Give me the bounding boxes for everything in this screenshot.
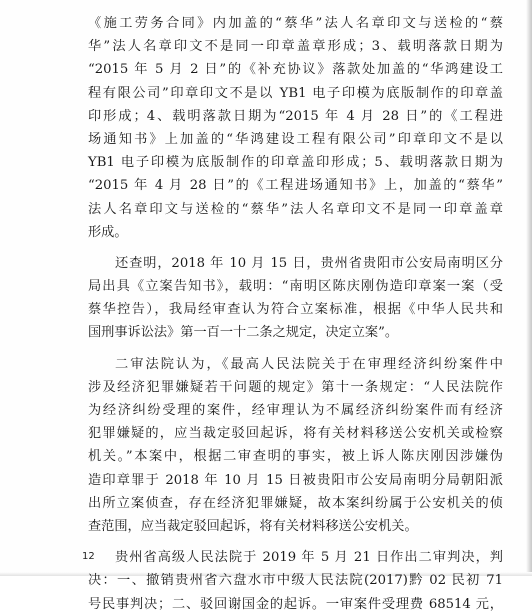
text-line: 出所立案侦查，存在经济犯罪嫌疑，故本案纠纷属于公安机关的侦	[88, 495, 503, 511]
paragraph-gap	[88, 538, 503, 546]
text-line: 国刑事诉讼法》第一百一十二条之规定，决定立案”。	[88, 325, 399, 341]
text-line: 形成。	[88, 224, 128, 240]
text-line: YB1 电子印模为底版制作的印章盖印形成；5、载明落款日期为	[88, 155, 503, 171]
paragraph-gap	[88, 244, 503, 252]
paragraph-gap	[88, 345, 503, 353]
text-line: 造印章罪于 2018 年 10 月 15 日被贵阳市公安局南明分局朝阳派	[88, 472, 503, 488]
text-line: 《施工劳务合同》内加盖的“蔡华”法人名章印文与送检的“蔡	[88, 16, 503, 31]
text-line: 二审法院认为，《最高人民法院关于在审理经济纠纷案件中	[115, 356, 503, 372]
text-line: 号民事判决；二、驳回谢国金的起诉。一审案件受理费 68514 元，	[88, 596, 503, 612]
text-line: 贵州省高级人民法院于 2019 年 5 月 21 日作出二审判决，判	[115, 550, 503, 566]
page-number: 12	[82, 551, 95, 562]
paragraph-second-instance-opinion	[88, 353, 503, 539]
text-line: 决：一、撤销贵州省六盘水市中级人民法院(2017)黔 02 民初 71	[88, 573, 503, 589]
text-line: 涉及经济犯罪嫌疑若干问题的规定》第十一条规定：“人民法院作	[88, 379, 503, 395]
text-line: “2015 年 4 月 28 日”的《工程进场通知书》上，加盖的“蔡华”	[88, 178, 503, 194]
paragraph-second-instance-judgment	[88, 546, 503, 616]
paragraph-case-filing	[88, 252, 503, 345]
text-line: “2015 年 5 月 2 日”的《补充协议》落款处加盖的“华鸿建设工	[88, 62, 503, 78]
text-line: 程有限公司”印章印文不是以 YB1 电子印模为底版制作的印章盖	[88, 85, 503, 101]
page-edge-shadow-right	[526, 0, 532, 576]
document-body	[88, 12, 503, 616]
text-line: 为经济纠纷受理的案件，经审理认为不属经济纠纷案件而有经济	[88, 403, 503, 418]
text-line: 法人名章印文与送检的“蔡华”法人名章印文不是同一印章盖章	[88, 201, 503, 217]
text-line: 蔡华控告），我局经审查认为符合立案标准，根据《中华人民共和	[88, 302, 503, 318]
text-line: 还查明，2018 年 10 月 15 日，贵州省贵阳市公安局南明区分	[115, 255, 503, 271]
text-line: 局出具《立案告知书》，载明：“南明区陈庆刚伪造印章案一案（受	[88, 279, 503, 295]
text-line: 查范围，应当裁定驳回起诉，将有关材料移送公安机关。	[88, 518, 418, 534]
text-line: 华”法人名章印文不是同一印章盖章形成；3、载明落款日期为	[88, 39, 503, 55]
text-line: 场通知书》上加盖的“华鸿建设工程有限公司”印章印文不是以	[88, 131, 503, 147]
text-line: 机关。”本案中，根据二审查明的事实，被上诉人陈庆刚因涉嫌伪	[88, 449, 503, 465]
text-line: 犯罪嫌疑的，应当裁定驳回起诉，将有关材料移送公安机关或检察	[88, 426, 503, 442]
paragraph-seal-findings	[88, 12, 503, 244]
text-line: 印形成；4、载明落款日期为“2015 年 4 月 28 日”的《工程进	[88, 108, 503, 124]
